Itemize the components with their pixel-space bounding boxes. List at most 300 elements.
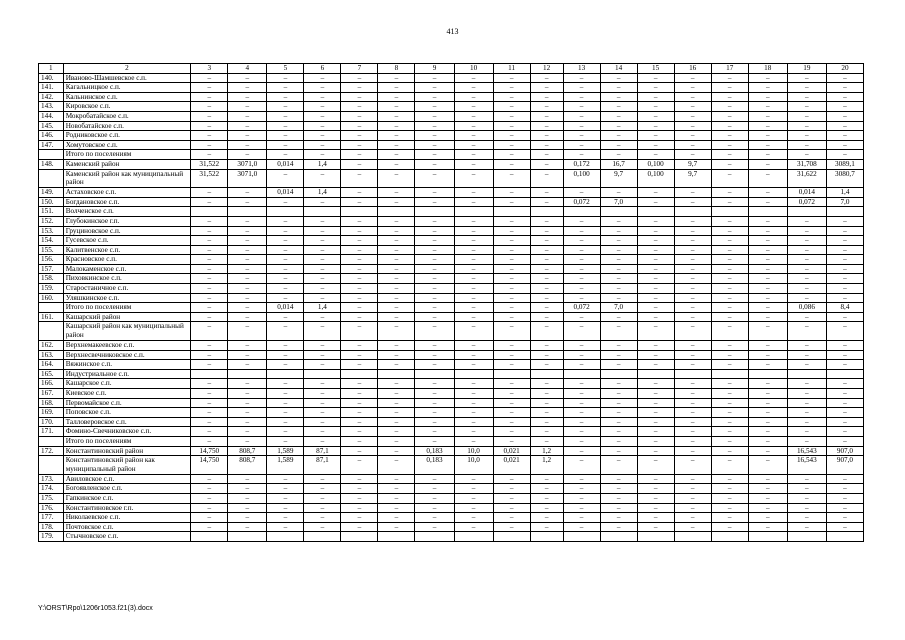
- table-cell: 0,014: [267, 159, 304, 169]
- table-cell: [304, 532, 341, 542]
- row-number: 153.: [39, 226, 64, 236]
- table-cell: –: [826, 474, 863, 484]
- table-cell: –: [787, 417, 826, 427]
- table-cell: –: [415, 474, 454, 484]
- row-name: Пиховкинское с.п.: [63, 274, 191, 284]
- row-name: Хомутовское с.п.: [63, 140, 191, 150]
- row-name: Калитвенское с.п.: [63, 245, 191, 255]
- table-cell: –: [493, 274, 530, 284]
- table-cell: –: [304, 360, 341, 370]
- table-cell: –: [304, 131, 341, 141]
- table-cell: –: [600, 436, 637, 446]
- table-cell: –: [600, 131, 637, 141]
- table-cell: –: [637, 522, 674, 532]
- table-cell: –: [748, 456, 787, 475]
- table-cell: –: [493, 102, 530, 112]
- table-cell: –: [530, 436, 563, 446]
- table-cell: –: [228, 312, 267, 322]
- table-row: [39, 236, 864, 246]
- table-cell: –: [341, 513, 378, 523]
- table-row: [39, 522, 864, 532]
- table-cell: –: [493, 226, 530, 236]
- file-path-footer: Y:\ORST\Rpo\1206r1053.f21(3).docx: [38, 605, 153, 612]
- table-cell: –: [341, 379, 378, 389]
- table-cell: –: [191, 303, 228, 313]
- table-cell: –: [787, 389, 826, 399]
- table-cell: –: [454, 474, 493, 484]
- table-cell: –: [711, 226, 748, 236]
- table-cell: –: [711, 522, 748, 532]
- table-cell: –: [674, 389, 711, 399]
- table-cell: –: [637, 513, 674, 523]
- table-cell: –: [378, 150, 415, 160]
- table-cell: –: [600, 188, 637, 198]
- table-row: [39, 255, 864, 265]
- row-number: 149.: [39, 188, 64, 198]
- row-number: 159.: [39, 284, 64, 294]
- table-cell: [563, 369, 600, 379]
- table-cell: 8,4: [826, 303, 863, 313]
- column-header: 16: [674, 64, 711, 74]
- table-cell: –: [563, 408, 600, 418]
- table-cell: –: [191, 284, 228, 294]
- table-cell: –: [304, 436, 341, 446]
- table-cell: –: [563, 436, 600, 446]
- table-cell: –: [378, 522, 415, 532]
- row-name: Авиловское с.п.: [63, 474, 191, 484]
- table-cell: –: [378, 360, 415, 370]
- table-cell: –: [711, 245, 748, 255]
- table-cell: –: [600, 417, 637, 427]
- table-cell: –: [530, 236, 563, 246]
- table-cell: –: [228, 83, 267, 93]
- table-cell: –: [191, 408, 228, 418]
- row-number: 171.: [39, 427, 64, 437]
- table-cell: –: [493, 255, 530, 265]
- table-cell: –: [493, 417, 530, 427]
- table-cell: –: [267, 92, 304, 102]
- table-cell: –: [637, 131, 674, 141]
- table-cell: –: [637, 341, 674, 351]
- table-cell: –: [748, 408, 787, 418]
- table-cell: –: [454, 284, 493, 294]
- table-cell: –: [637, 427, 674, 437]
- table-cell: –: [493, 140, 530, 150]
- table-cell: –: [341, 341, 378, 351]
- table-cell: –: [748, 398, 787, 408]
- table-row: [39, 245, 864, 255]
- table-cell: –: [787, 264, 826, 274]
- table-cell: –: [454, 264, 493, 274]
- table-cell: –: [267, 350, 304, 360]
- table-cell: –: [493, 503, 530, 513]
- table-cell: –: [600, 284, 637, 294]
- table-cell: –: [493, 379, 530, 389]
- table-cell: –: [711, 408, 748, 418]
- table-cell: –: [228, 121, 267, 131]
- table-row: [39, 131, 864, 141]
- table-cell: –: [304, 427, 341, 437]
- table-cell: –: [530, 159, 563, 169]
- table-cell: –: [637, 73, 674, 83]
- table-cell: –: [228, 427, 267, 437]
- row-number: 141.: [39, 83, 64, 93]
- table-row: [39, 216, 864, 226]
- table-cell: –: [493, 264, 530, 274]
- table-row: [39, 369, 864, 379]
- table-cell: –: [674, 427, 711, 437]
- table-cell: –: [228, 236, 267, 246]
- table-cell: –: [267, 436, 304, 446]
- table-cell: –: [748, 341, 787, 351]
- table-cell: –: [637, 216, 674, 226]
- table-cell: –: [454, 150, 493, 160]
- table-cell: [711, 207, 748, 217]
- table-cell: –: [748, 312, 787, 322]
- table-cell: –: [563, 322, 600, 341]
- table-cell: –: [454, 245, 493, 255]
- table-cell: –: [826, 73, 863, 83]
- row-number: 156.: [39, 255, 64, 265]
- row-number: [39, 150, 64, 160]
- row-name: Богоявленское с.п.: [63, 484, 191, 494]
- column-header: 4: [228, 64, 267, 74]
- table-cell: –: [228, 274, 267, 284]
- table-cell: –: [415, 255, 454, 265]
- table-cell: 1,589: [267, 456, 304, 475]
- table-cell: [493, 207, 530, 217]
- table-cell: –: [637, 484, 674, 494]
- table-cell: –: [637, 389, 674, 399]
- table-cell: –: [378, 484, 415, 494]
- table-cell: 0,014: [267, 303, 304, 313]
- row-number: 143.: [39, 102, 64, 112]
- table-cell: –: [600, 216, 637, 226]
- table-cell: –: [493, 83, 530, 93]
- table-cell: –: [228, 140, 267, 150]
- table-cell: –: [228, 226, 267, 236]
- table-cell: –: [530, 264, 563, 274]
- table-cell: –: [600, 274, 637, 284]
- table-cell: –: [711, 83, 748, 93]
- table-cell: –: [304, 293, 341, 303]
- row-name: Волченское с.п.: [63, 207, 191, 217]
- table-cell: [600, 369, 637, 379]
- table-cell: –: [674, 216, 711, 226]
- table-cell: –: [454, 293, 493, 303]
- table-cell: –: [748, 436, 787, 446]
- table-cell: –: [637, 102, 674, 112]
- table-cell: –: [341, 436, 378, 446]
- table-cell: –: [493, 312, 530, 322]
- table-cell: –: [378, 341, 415, 351]
- table-cell: –: [415, 150, 454, 160]
- table-cell: –: [493, 188, 530, 198]
- table-cell: –: [493, 169, 530, 188]
- table-cell: –: [600, 408, 637, 418]
- table-cell: –: [415, 264, 454, 274]
- table-cell: [711, 532, 748, 542]
- table-row: [39, 140, 864, 150]
- table-cell: –: [378, 408, 415, 418]
- table-cell: –: [228, 150, 267, 160]
- table-cell: 87,1: [304, 446, 341, 456]
- table-cell: –: [191, 255, 228, 265]
- table-cell: –: [711, 436, 748, 446]
- table-cell: –: [415, 197, 454, 207]
- table-cell: –: [787, 398, 826, 408]
- table-cell: –: [228, 360, 267, 370]
- table-cell: –: [563, 264, 600, 274]
- table-cell: –: [530, 226, 563, 236]
- table-cell: –: [787, 436, 826, 446]
- table-cell: –: [563, 341, 600, 351]
- table-cell: –: [637, 322, 674, 341]
- table-cell: –: [530, 493, 563, 503]
- table-cell: –: [454, 226, 493, 236]
- table-cell: –: [748, 121, 787, 131]
- table-cell: –: [748, 379, 787, 389]
- table-cell: –: [787, 83, 826, 93]
- table-cell: –: [191, 140, 228, 150]
- table-row: [39, 197, 864, 207]
- table-cell: –: [530, 83, 563, 93]
- table-cell: –: [267, 341, 304, 351]
- table-cell: –: [378, 216, 415, 226]
- table-cell: –: [563, 456, 600, 475]
- table-cell: –: [600, 427, 637, 437]
- table-cell: –: [341, 350, 378, 360]
- table-cell: –: [748, 111, 787, 121]
- table-cell: –: [378, 417, 415, 427]
- table-cell: –: [826, 274, 863, 284]
- table-cell: –: [674, 245, 711, 255]
- table-cell: 7,0: [600, 303, 637, 313]
- row-name: Константиновское г.п.: [63, 503, 191, 513]
- table-cell: –: [787, 226, 826, 236]
- table-cell: –: [191, 522, 228, 532]
- table-cell: –: [748, 484, 787, 494]
- table-cell: –: [637, 456, 674, 475]
- table-cell: –: [304, 102, 341, 112]
- table-cell: –: [267, 427, 304, 437]
- table-cell: 0,183: [415, 456, 454, 475]
- table-cell: –: [493, 92, 530, 102]
- table-cell: –: [415, 436, 454, 446]
- table-cell: –: [787, 284, 826, 294]
- table-cell: –: [711, 73, 748, 83]
- row-number: 158.: [39, 274, 64, 284]
- table-cell: –: [415, 408, 454, 418]
- column-header: 7: [341, 64, 378, 74]
- table-cell: –: [378, 446, 415, 456]
- table-cell: –: [711, 92, 748, 102]
- table-cell: –: [493, 341, 530, 351]
- table-cell: [748, 369, 787, 379]
- row-number: 175.: [39, 493, 64, 503]
- table-cell: –: [674, 513, 711, 523]
- table-cell: –: [378, 474, 415, 484]
- table-cell: –: [378, 312, 415, 322]
- table-cell: –: [341, 255, 378, 265]
- row-number: 152.: [39, 216, 64, 226]
- table-cell: –: [748, 188, 787, 198]
- table-cell: –: [228, 293, 267, 303]
- table-cell: –: [415, 341, 454, 351]
- table-cell: –: [748, 216, 787, 226]
- table-cell: 31,522: [191, 159, 228, 169]
- table-cell: –: [378, 493, 415, 503]
- column-header: 2: [63, 64, 191, 74]
- row-name: Первомайское с.п.: [63, 398, 191, 408]
- table-cell: –: [563, 503, 600, 513]
- table-cell: 16,543: [787, 446, 826, 456]
- table-cell: –: [600, 245, 637, 255]
- table-row: [39, 322, 864, 341]
- table-cell: –: [563, 73, 600, 83]
- table-cell: –: [748, 427, 787, 437]
- table-cell: –: [415, 427, 454, 437]
- table-cell: –: [563, 102, 600, 112]
- table-cell: –: [748, 513, 787, 523]
- table-cell: –: [228, 379, 267, 389]
- table-row: [39, 293, 864, 303]
- table-cell: –: [711, 255, 748, 265]
- table-cell: –: [454, 140, 493, 150]
- table-cell: –: [530, 398, 563, 408]
- table-cell: –: [530, 322, 563, 341]
- table-cell: –: [674, 226, 711, 236]
- table-cell: –: [674, 312, 711, 322]
- row-name: Мокробатайское с.п.: [63, 111, 191, 121]
- table-cell: –: [563, 493, 600, 503]
- table-cell: –: [637, 150, 674, 160]
- table-cell: –: [493, 322, 530, 341]
- table-cell: 14,750: [191, 446, 228, 456]
- table-cell: [530, 369, 563, 379]
- table-cell: [748, 532, 787, 542]
- table-cell: –: [530, 188, 563, 198]
- table-cell: –: [600, 264, 637, 274]
- table-cell: 1,2: [530, 446, 563, 456]
- table-cell: –: [415, 140, 454, 150]
- table-cell: –: [637, 503, 674, 513]
- table-cell: –: [191, 474, 228, 484]
- row-name: Кагальницкое с.п.: [63, 83, 191, 93]
- table-cell: –: [304, 150, 341, 160]
- table-cell: –: [563, 140, 600, 150]
- table-cell: –: [600, 92, 637, 102]
- table-cell: –: [341, 140, 378, 150]
- table-cell: –: [454, 312, 493, 322]
- row-number: 169.: [39, 408, 64, 418]
- row-name: Кальнинское с.п.: [63, 92, 191, 102]
- table-cell: –: [341, 111, 378, 121]
- table-cell: –: [304, 484, 341, 494]
- table-cell: –: [637, 284, 674, 294]
- row-name: Старостаничное с.п.: [63, 284, 191, 294]
- table-cell: 10,0: [454, 446, 493, 456]
- table-cell: –: [415, 216, 454, 226]
- row-number: [39, 322, 64, 341]
- table-cell: 16,543: [787, 456, 826, 475]
- table-cell: –: [530, 293, 563, 303]
- table-cell: –: [637, 83, 674, 93]
- table-cell: –: [600, 102, 637, 112]
- table-cell: –: [191, 389, 228, 399]
- table-cell: –: [341, 83, 378, 93]
- table-cell: –: [304, 197, 341, 207]
- table-row: [39, 427, 864, 437]
- table-cell: –: [304, 245, 341, 255]
- table-cell: –: [637, 111, 674, 121]
- table-cell: –: [267, 102, 304, 112]
- table-cell: –: [493, 236, 530, 246]
- table-cell: –: [493, 398, 530, 408]
- table-cell: 0,072: [563, 303, 600, 313]
- table-cell: –: [674, 522, 711, 532]
- table-cell: 907,0: [826, 446, 863, 456]
- table-cell: –: [826, 379, 863, 389]
- table-cell: [637, 532, 674, 542]
- table-cell: –: [637, 408, 674, 418]
- table-cell: –: [563, 83, 600, 93]
- table-cell: –: [267, 493, 304, 503]
- table-cell: 31,622: [787, 169, 826, 188]
- table-cell: –: [378, 169, 415, 188]
- table-cell: –: [530, 341, 563, 351]
- column-header: 12: [530, 64, 563, 74]
- table-cell: –: [454, 169, 493, 188]
- table-cell: –: [674, 303, 711, 313]
- table-cell: –: [748, 83, 787, 93]
- table-cell: –: [267, 513, 304, 523]
- table-row: [39, 398, 864, 408]
- table-cell: [826, 532, 863, 542]
- table-cell: –: [563, 427, 600, 437]
- table-cell: –: [748, 274, 787, 284]
- table-cell: –: [637, 264, 674, 274]
- table-cell: –: [637, 379, 674, 389]
- table-cell: –: [748, 236, 787, 246]
- table-cell: –: [530, 92, 563, 102]
- column-header: 13: [563, 64, 600, 74]
- table-cell: 31,522: [191, 169, 228, 188]
- table-cell: –: [415, 131, 454, 141]
- table-cell: [454, 369, 493, 379]
- table-row: [39, 188, 864, 198]
- table-cell: –: [304, 474, 341, 484]
- table-cell: –: [637, 398, 674, 408]
- table-cell: –: [191, 150, 228, 160]
- table-cell: –: [637, 474, 674, 484]
- table-cell: –: [415, 312, 454, 322]
- table-row: [39, 474, 864, 484]
- table-cell: –: [563, 131, 600, 141]
- table-cell: –: [493, 111, 530, 121]
- table-cell: –: [674, 188, 711, 198]
- table-cell: 0,100: [563, 169, 600, 188]
- table-cell: –: [787, 92, 826, 102]
- table-cell: –: [191, 73, 228, 83]
- table-cell: –: [530, 360, 563, 370]
- table-cell: –: [493, 389, 530, 399]
- table-cell: –: [637, 312, 674, 322]
- table-cell: –: [415, 83, 454, 93]
- table-cell: –: [191, 236, 228, 246]
- column-header: 11: [493, 64, 530, 74]
- table-cell: –: [267, 322, 304, 341]
